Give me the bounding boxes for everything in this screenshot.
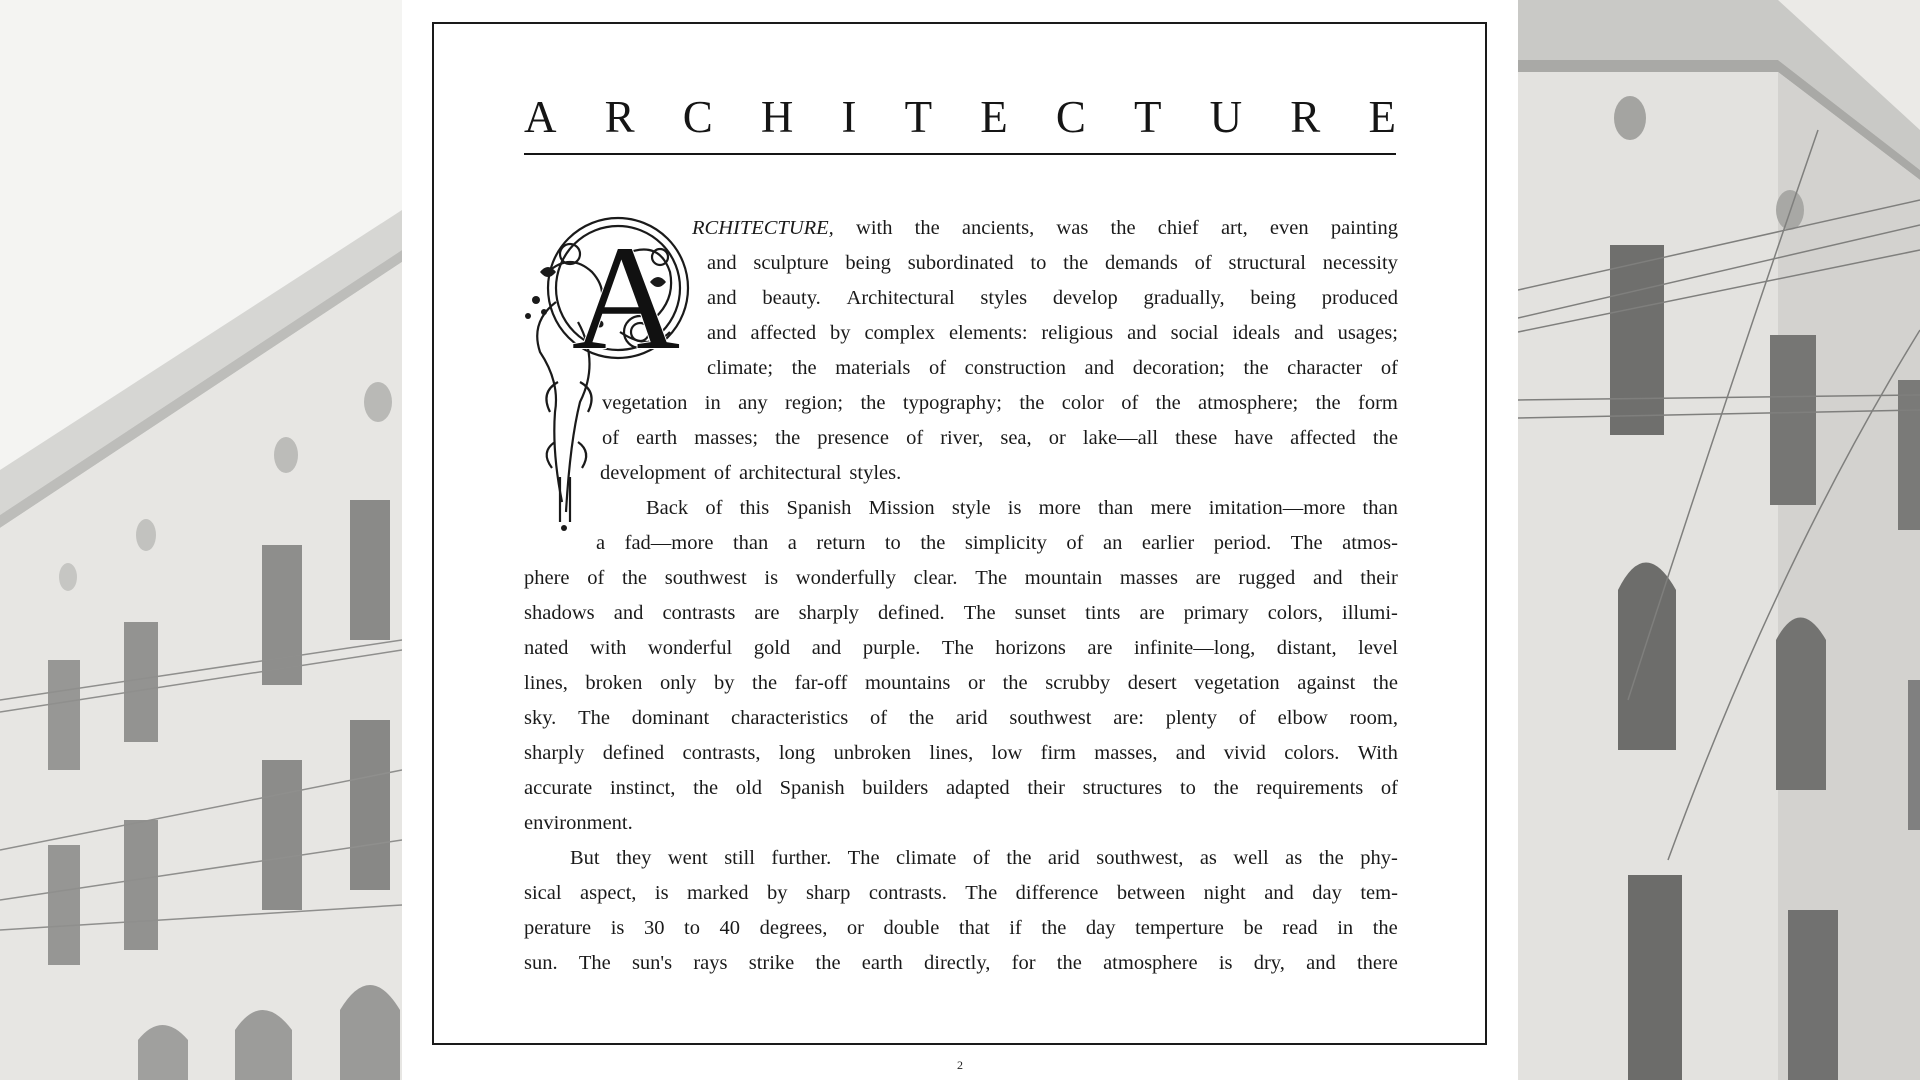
title-letter: U [1209, 92, 1243, 142]
text-line: sical aspect, is marked by sharp contrasts. The difference between night and day tem- [524, 882, 1398, 904]
page-title [524, 92, 1396, 142]
text-line: accurate instinct, the old Spanish builders adapted their structures to the requirements of [524, 777, 1398, 799]
title-rule [524, 153, 1396, 155]
text-line: lines, broken only by the far-off mountains or the scrubby desert vegetation against the [524, 672, 1398, 694]
text-line: and affected by complex elements: religious and social ideals and usages; [707, 322, 1398, 344]
title-letter: H [760, 92, 794, 142]
text-line: sun. The sun's rays strike the earth directly, for the atmosphere is dry, and there [524, 952, 1398, 974]
text-line: environment. [524, 812, 633, 834]
text-line: and sculpture being subordinated to the demands of structural necessity [707, 252, 1398, 274]
text-line: Back of this Spanish Mission style is more than mere imitation—more than [646, 497, 1398, 519]
text-line: nated with wonderful gold and purple. The horizons are infinite—long, distant, level [524, 637, 1398, 659]
title-letter: C [682, 92, 713, 142]
text-line: development of architectural styles. [600, 462, 902, 484]
text-line: climate; the materials of construction and decoration; the character of [707, 357, 1398, 379]
title-letter: I [841, 92, 857, 142]
title-letter: T [1134, 92, 1162, 142]
drop-cap-letter: A [571, 215, 681, 381]
text-line: sky. The dominant characteristics of the arid southwest are: plenty of elbow room, [524, 707, 1398, 729]
title-letter: E [1368, 92, 1396, 142]
building-photo-left [0, 0, 402, 1080]
title-letter: C [1055, 92, 1086, 142]
text-line: and beauty. Architectural styles develop gradually, being produced [707, 287, 1398, 309]
text-line: of earth masses; the presence of river, sea, or lake—all these have affected the [602, 427, 1398, 449]
text-line: vegetation in any region; the typography; the color of the atmosphere; the form [602, 392, 1398, 414]
text-line: perature is 30 to 40 degrees, or double that if the day temperture be read in the [524, 917, 1398, 939]
text-line: sharply defined contrasts, long unbroken lines, low firm masses, and vivid colors. With [524, 742, 1398, 764]
text-line: phere of the southwest is wonderfully clear. The mountain masses are rugged and their [524, 567, 1398, 589]
left-background-photo [0, 0, 402, 1080]
document-page [402, 0, 1518, 1080]
title-letter: E [980, 92, 1008, 142]
page-number: 2 [957, 1058, 963, 1072]
title-letter: R [1290, 92, 1321, 142]
text-line: RCHITECTURE, with the ancients, was the chief art, even painting [692, 217, 1398, 239]
title-letter: A [524, 92, 557, 142]
text-line: But they went still further. The climate of the arid southwest, as well as the phy- [570, 847, 1398, 869]
building-photo-right [1518, 0, 1920, 1080]
title-letter: R [604, 92, 635, 142]
body-text [524, 211, 1398, 981]
text-line: a fad—more than a return to the simplicity of an earlier period. The atmos- [596, 532, 1398, 554]
title-letter: T [904, 92, 933, 142]
text-line: shadows and contrasts are sharply defined. The sunset tints are primary colors, illumi- [524, 602, 1398, 624]
right-background-photo [1518, 0, 1920, 1080]
